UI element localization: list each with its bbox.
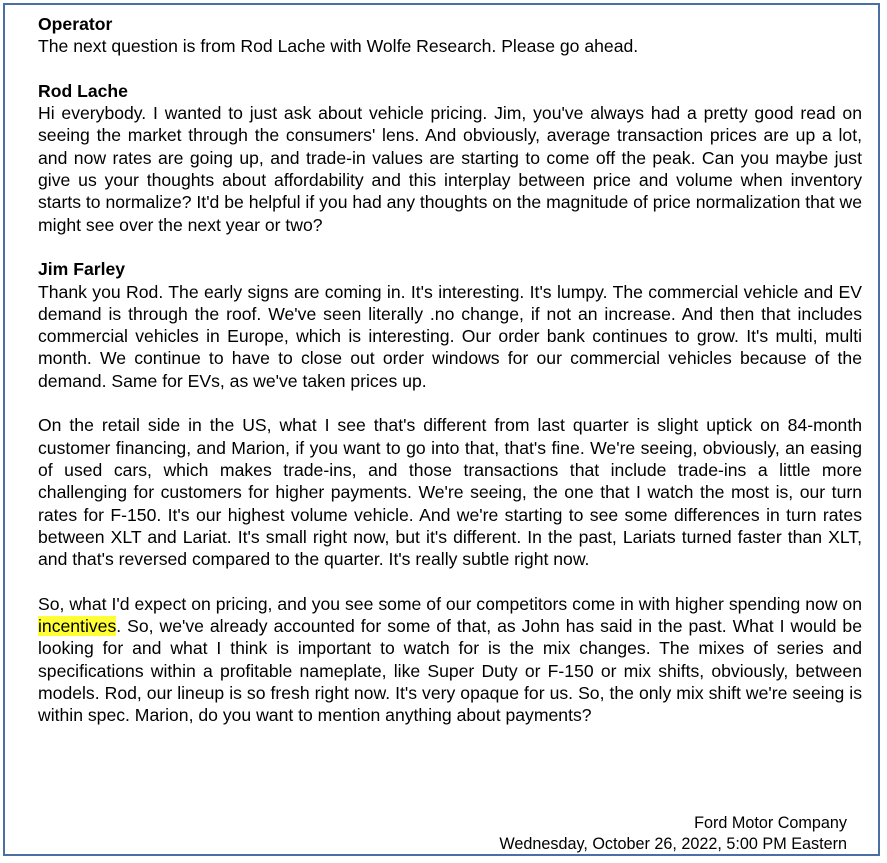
footer-company: Ford Motor Company bbox=[694, 814, 847, 832]
page-frame bbox=[3, 3, 880, 856]
paragraph-3-lead: So, what I'd expect on pricing, and you see some of our competitors come in with higher spending now on bbox=[38, 593, 862, 614]
speaker-name-rod-lache: Rod Lache bbox=[38, 80, 128, 101]
jim-farley-paragraph-3 bbox=[38, 593, 862, 727]
jim-farley-paragraph-1: Thank you Rod. The early signs are coming in. It's interesting. It's lumpy. The commercial vehicle and EV demand is through the roof. We've seen literally .no change, if not an increase. And then that includes commercial vehicles in Europe, which is interesting. Our order bank continues to grow. It's multi, multi month. We continue to have to close out order windows for our commercial vehicles because of the demand. Same for EVs, as we've taken prices up. bbox=[38, 281, 862, 391]
operator-block bbox=[38, 13, 862, 58]
highlighted-word: incentives bbox=[38, 616, 117, 637]
footer-date: Wednesday, October 26, 2022, 5:00 PM Eastern bbox=[499, 834, 847, 853]
rod-lache-block bbox=[38, 80, 862, 236]
paragraph-3-rest: . So, we've already accounted for some of that, as John has said in the past. What I would be looking for and what I think is important to watch for is the mix changes. The mixes of series and specifications within a profitable nameplate, like Super Duty or F-150 or mix shifts, obviously, between models. Rod, our lineup is so fresh right now. It's very opaque for us. So, the only mix shift we're seeing is within spec. Marion, do you want to mention anything about payments? bbox=[38, 616, 862, 726]
operator-text: The next question is from Rod Lache with Wolfe Research. Please go ahead. bbox=[38, 36, 639, 57]
rod-lache-question: Hi everybody. I wanted to just ask about vehicle pricing. Jim, you've always had a pretty good read on seeing the market through the consumers' lens. And obviously, average transaction prices are up a lot, and now rates are going up, and trade-in values are starting to come off the peak. Can you maybe just give us your thoughts about affordability and this interplay between price and volume when inventory starts to normalize? It'd be helpful if you had any thoughts on the magnitude of price normalization that we might see over the next year or two? bbox=[38, 103, 862, 235]
page-footer bbox=[499, 813, 847, 854]
transcript-body bbox=[38, 13, 862, 749]
jim-farley-block bbox=[38, 258, 862, 726]
speaker-name-operator: Operator bbox=[38, 14, 113, 34]
speaker-name-jim-farley: Jim Farley bbox=[38, 259, 126, 280]
jim-farley-paragraph-2: On the retail side in the US, what I see that's different from last quarter is slight uptick on 84-month customer financing, and Marion, if you want to go into that, that's fine. We're seeing, obviously, an easing of used cars, which makes trade-ins, and those transactions that include trade-ins a little more challenging for customers for higher payments. We're seeing, the one that I watch the most is, our turn rates for F-150. It's our highest volume vehicle. And we're starting to see some differences in turn rates between XLT and Lariat. It's small right now, but it's different. In the past, Lariats turned faster than XLT, and that's reversed compared to the quarter. It's really subtle right now. bbox=[38, 415, 862, 570]
